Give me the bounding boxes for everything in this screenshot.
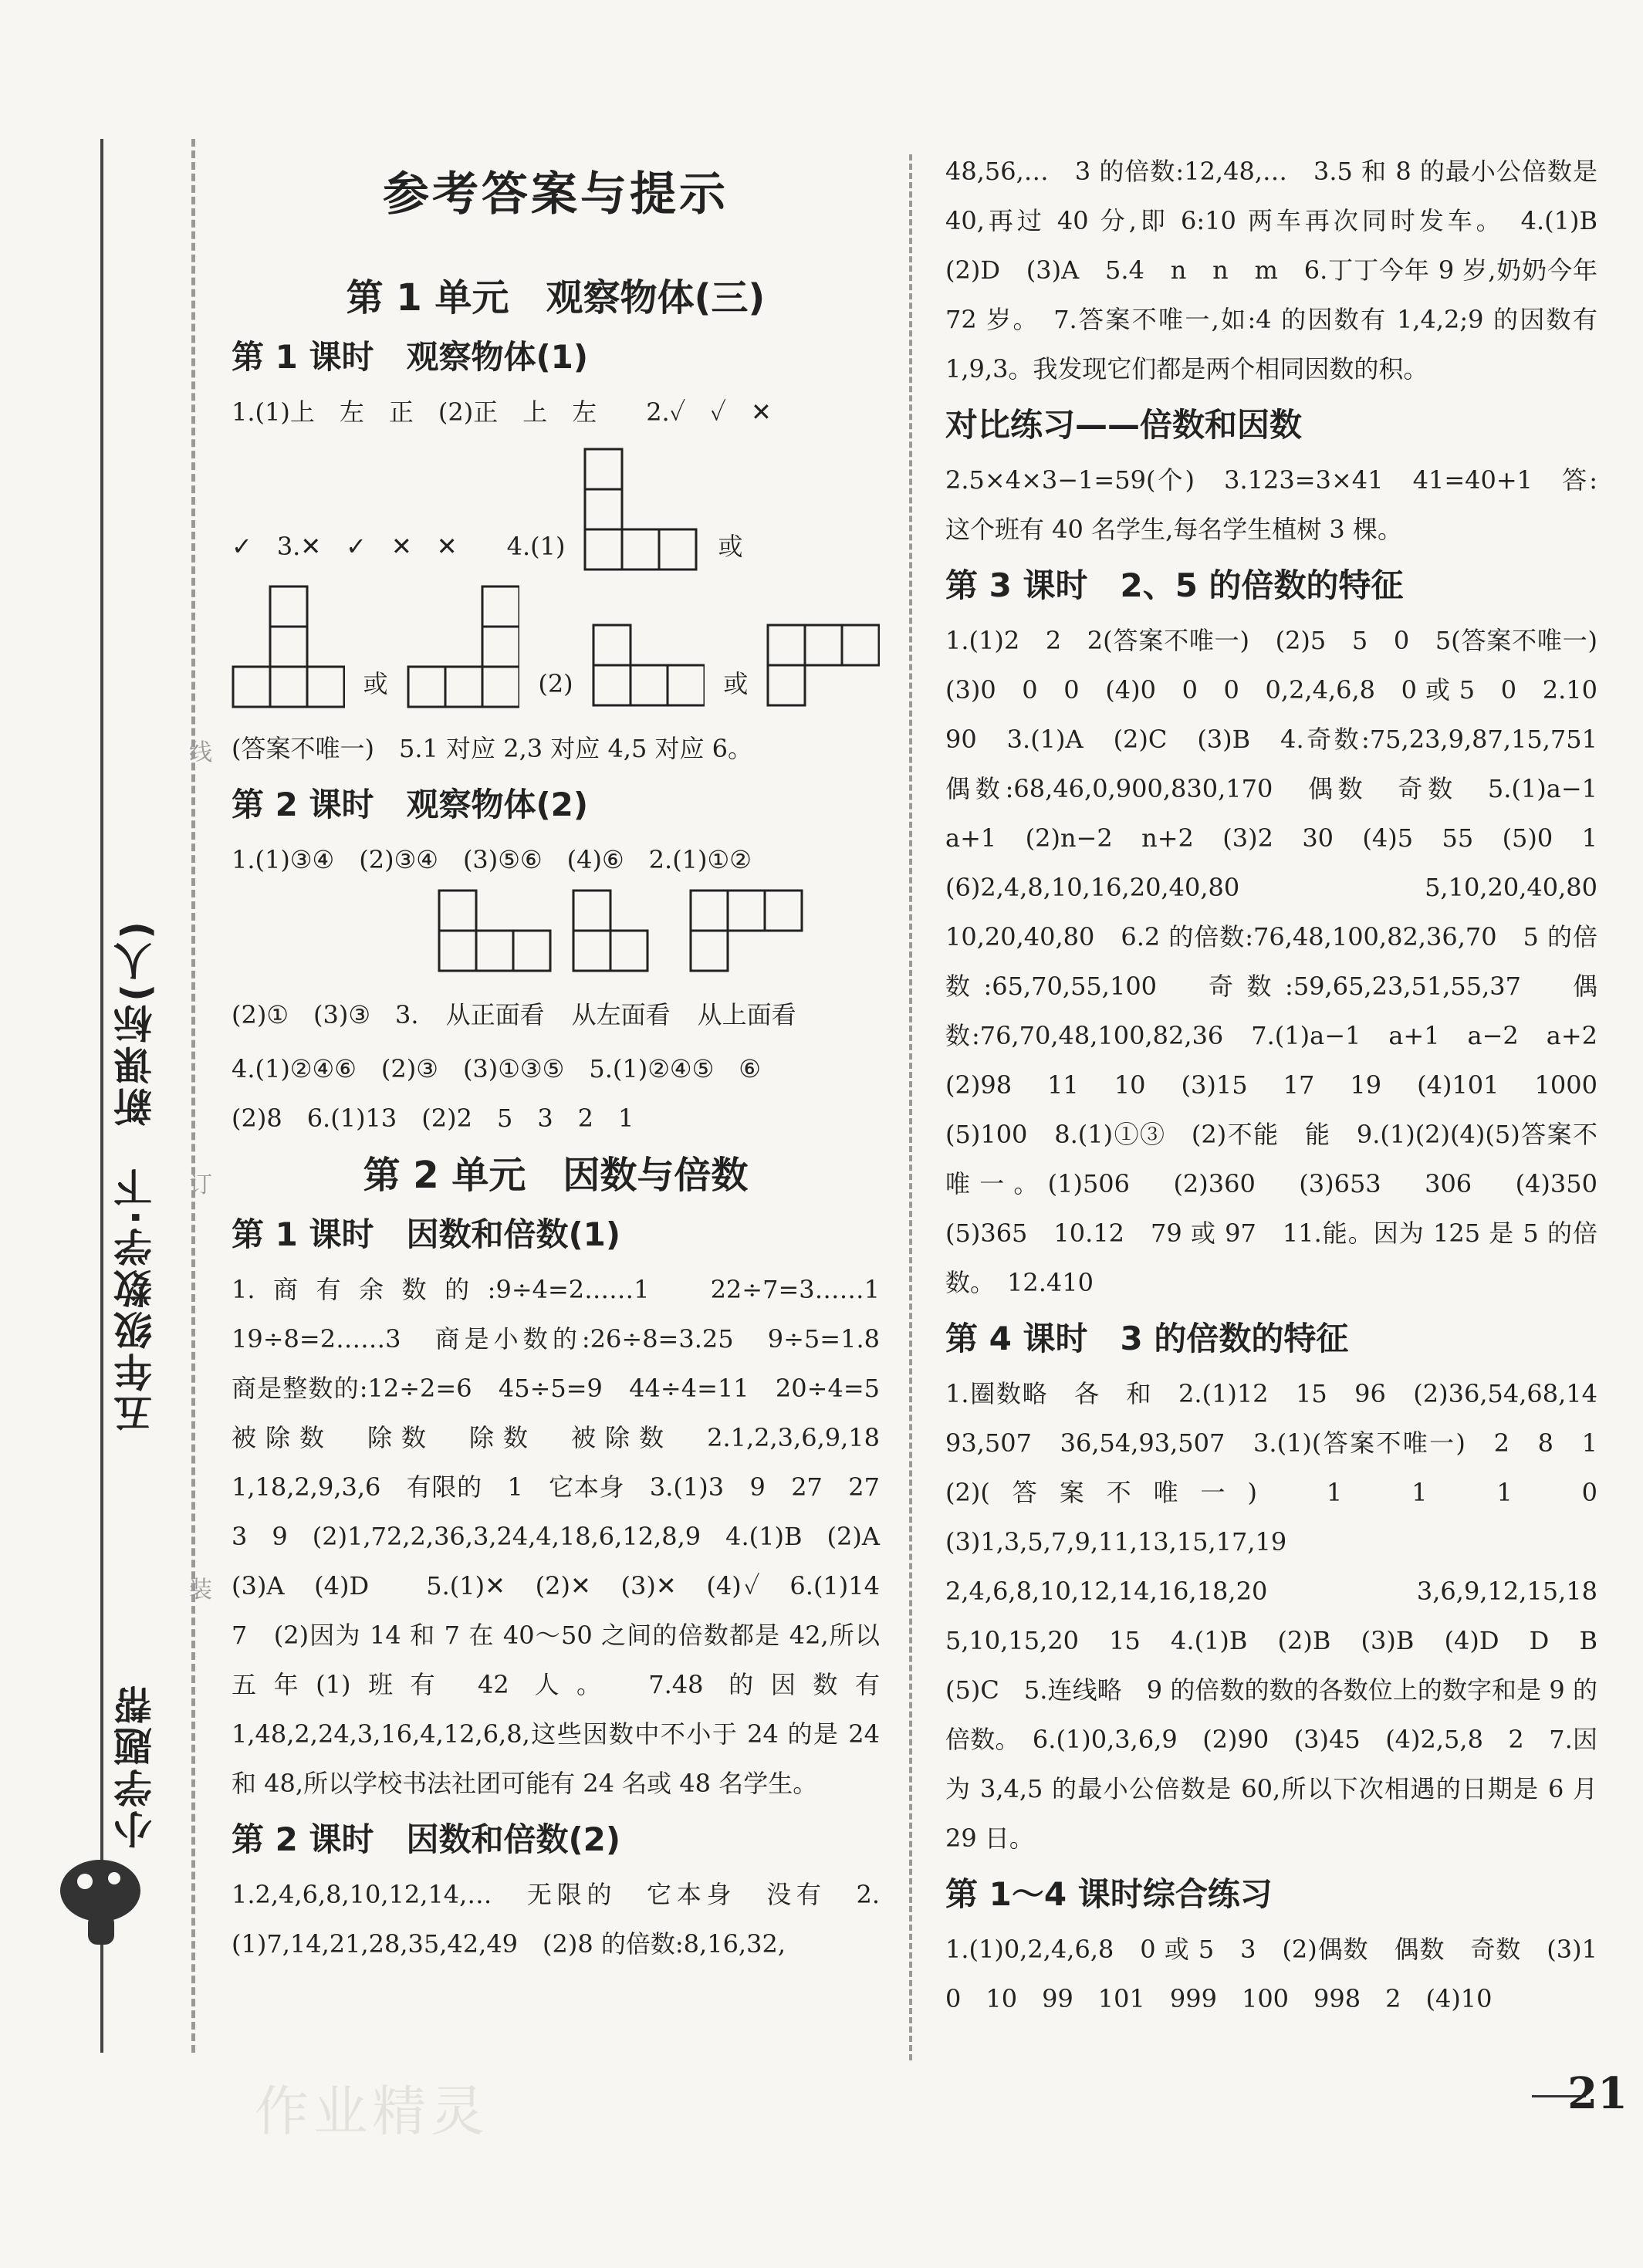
- answer-line: (2)① (3)③ 3.: [232, 1000, 419, 1029]
- left-column: [232, 139, 905, 1969]
- cut-mark-line: 线: [189, 739, 212, 766]
- cube-view-figure: [407, 585, 520, 708]
- figure-row-1: [232, 448, 880, 571]
- front-view-figure: [438, 889, 553, 974]
- book-title: 五年级数学·下: [113, 1165, 158, 1433]
- unit1-lesson1-title: 第 1 课时 观察物体(1): [232, 338, 589, 376]
- cube-view-figure: [766, 624, 880, 708]
- compare-practice-title: 对比练习——倍数和因数: [945, 406, 1303, 444]
- left-view-label: 从左面看: [571, 1000, 671, 1029]
- answer-paragraph: 1.圈数略 各 和 2.(1)12 15 96 (2)36,54,68,14 93,507 36,54,93,507 3.(1)(答案不唯一) 2 8 1 (2)(答案不唯一) 1 1 1 0 (3)1,3,5,7,9,11,13,15,17,19 2,4,6,8,10,12,14,16,18,20 3,6,9,12,15,18 5,10,15,20 15 4.(1)B (2)B (3)B (4)D D B (5)C 5.连线略 9 的倍数的数的各数位上的数字和是 9 的倍数。 6.(1)0,3,6,9 (2)90 (3)45 (4)2,5,8 2 7.因为 3,4,5 的最小公倍数是 60,所以下次相遇的日期是 6 月 29 日。: [945, 1379, 1623, 1853]
- cube-view-figure: [583, 448, 699, 571]
- answer-paragraph: 1.2,4,6,8,10,12,14,… 无限的 它本身 没有 2.(1)7,14,21,28,35,42,49 (2)8 的倍数:8,16,32,: [232, 1880, 880, 1959]
- top-view-figure: [689, 889, 805, 974]
- answer-paragraph: 1.商有余数的:9÷4=2……1 22÷7=3……1 19÷8=2……3 商是小数的:26÷8=3.25 9÷5=1.8 商是整数的:12÷2=6 45÷5=9 44÷4=11 20÷4=5 被除数 除数 除数 被除数 2.1,2,3,6,9,18 1,18,2,9,3,6 有限的 1 它本身 3.(1)3 9 27 27 3 9 (2)1,72,2,36,3,24,4,18,6,12,8,9 4.(1)B (2)A (3)A (4)D 5.(1)✕ (2)✕ (3)✕ (4)✓ 6.(1)14 7 (2)因为 14 和 7 在 40～50 之间的倍数都是 42,所以五年(1)班有 42 人。 7.48 的因数有 1,48,2,24,3,16,4,12,6,8,这些因数中不小于 24 的是 24 和 48,所以学校书法社团可能有 24 名或 48 名学生。: [232, 1275, 905, 1798]
- or-label: 或: [363, 669, 388, 698]
- watermark: 作业精灵: [255, 2080, 489, 2143]
- page-number: 21: [1567, 2068, 1628, 2119]
- unit1-lesson2-title: 第 2 课时 观察物体(2): [232, 786, 589, 823]
- cube-view-figure: [232, 585, 345, 708]
- mushroom-mascot-icon: [54, 1844, 154, 1952]
- answer-line: 1.(1)上 左 正 (2)正 上 左 2.✓ ✓ ✕: [232, 397, 772, 427]
- answer-line: (2)8 6.(1)13 (2)2 5 3 2 1: [232, 1104, 634, 1133]
- unit2-lesson3-title: 第 3 课时 2、5 的倍数的特征: [945, 566, 1404, 604]
- answer-line: 4.(1)②④⑥ (2)③ (3)①③⑤ 5.(1)②④⑤ ⑥: [232, 1054, 761, 1083]
- answer-paragraph: 1.(1)0,2,4,6,8 0 或 5 3 (2)偶数 偶数 奇数 (3)1 0 10 99 101 999 100 998 2 (4)10: [945, 1935, 1623, 2013]
- unit2-lesson2-title: 第 2 课时 因数和倍数(2): [232, 1820, 621, 1858]
- right-column: [945, 147, 1623, 2023]
- page-title: 参考答案与提示: [383, 167, 729, 221]
- unit2-title: 第 2 单元 因数与倍数: [363, 1154, 749, 1197]
- cut-line: [191, 139, 195, 2053]
- answer-paragraph: 48,56,… 3 的倍数:12,48,… 3.5 和 8 的最小公倍数是 40,再过 40 分,即 6:10 两车再次同时发车。 4.(1)B (2)D (3)A 5.4 n n m 6.丁丁今年 9 岁,奶奶今年 72 岁。 7.答案不唯一,如:4 的因数有 1,4,2;9 的因数有 1,9,3。我发现它们都是两个相同因数的积。: [945, 157, 1623, 384]
- front-view-label: 从正面看: [445, 1000, 545, 1029]
- edition-label: 新课标(人): [113, 918, 158, 1127]
- unit2-lesson1-title: 第 1 课时 因数和倍数(1): [232, 1215, 621, 1253]
- binding-rule: [100, 139, 103, 2053]
- part-label: (2): [538, 669, 573, 698]
- answer-paragraph: 2.5×4×3−1=59(个) 3.123=3×41 41=40+1 答:这个班有 40 名学生,每名学生植树 3 棵。: [945, 465, 1597, 544]
- cut-mark-zhuang: 装: [189, 1577, 212, 1604]
- unit2-lesson4-title: 第 4 课时 3 的倍数的特征: [945, 1320, 1349, 1357]
- series-name: 小学题帮: [113, 1682, 158, 1849]
- front-view: [438, 889, 553, 1039]
- answer-paragraph: 1.(1)2 2 2(答案不唯一) (2)5 5 0 5(答案不唯一) (3)0 0 0 (4)0 0 0 0,2,4,6,8 0 或 5 0 2.10 90 3.(1)A (2)C (3)B 4.奇数:75,23,9,87,15,751 偶数:68,46,0,900,830,170 偶数 奇数 5.(1)a−1 a+1 (2)n−2 n+2 (3)2 30 (4)5 55 (5)0 1 (6)2,4,8,10,16,20,40,80 5,10,20,40,80 10,20,40,80 6.2 的倍数:76,48,100,82,36,70 5 的倍数:65,70,55,100 奇数:59,65,23,51,55,37 偶数:76,70,48,100,82,36 7.(1)a−1 a+1 a−2 a+2 (2)98 11 10 (3)15 17 19 (4)101 1000 (5)100 8.(1)①③ (2)不能 能 9.(1)(2)(4)(5)答案不唯一。(1)506 (2)360 (3)653 306 (4)350 (5)365 10.12 79 或 97 11.能。因为 125 是 5 的倍数。 12.410: [945, 626, 1623, 1297]
- review-practice-title: 第 1～4 课时综合练习: [945, 1875, 1273, 1913]
- column-divider: [909, 154, 912, 2060]
- unit1-title: 第 1 单元 观察物体(三): [346, 276, 766, 319]
- left-view: [572, 889, 671, 1039]
- or-label: 或: [723, 669, 749, 698]
- cube-view-figure: [592, 624, 705, 708]
- top-view: [689, 889, 805, 1039]
- left-view-figure: [572, 889, 657, 974]
- answer-line: (答案不唯一) 5.1 对应 2,3 对应 4,5 对应 6。: [232, 734, 753, 763]
- answer-line: ✓ 3.✕ ✓ ✕ ✕ 4.(1): [232, 532, 566, 561]
- top-view-label: 从上面看: [697, 1000, 796, 1029]
- or-label: 或: [718, 532, 743, 561]
- cut-mark-ding: 订: [189, 1171, 212, 1198]
- answer-line: 1.(1)③④ (2)③④ (3)⑤⑥ (4)⑥ 2.(1)①②: [232, 845, 752, 874]
- view-figure-row: [232, 889, 880, 1039]
- figure-row-2: [232, 585, 880, 708]
